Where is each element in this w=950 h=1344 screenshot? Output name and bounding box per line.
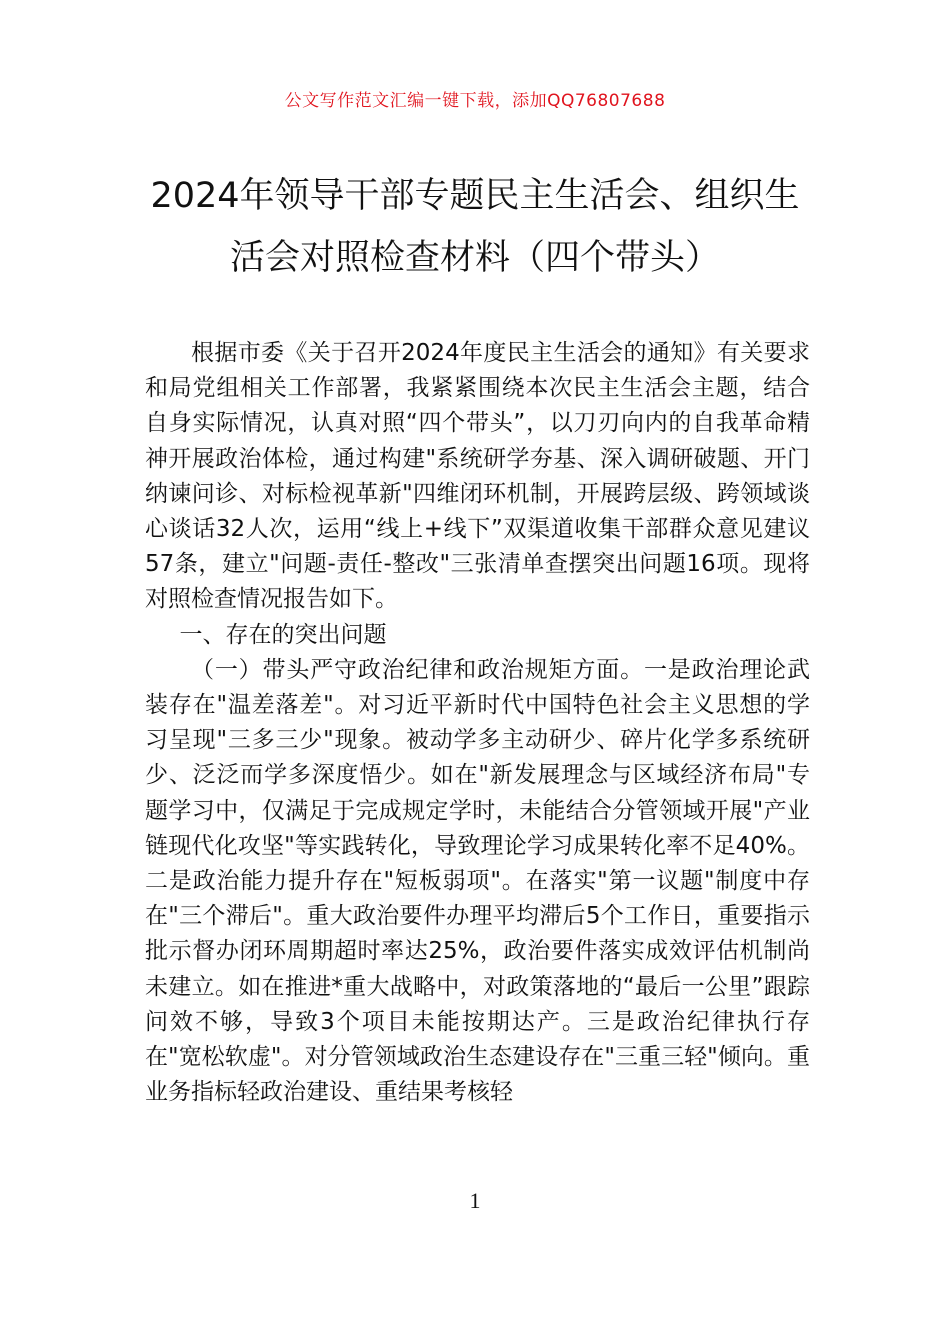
title-line-2: 活会对照检查材料（四个带头） [229, 238, 720, 278]
page-number: 1 [469, 1188, 481, 1213]
intro-paragraph: 根据市委《关于召开2024年度民主生活会的通知》有关要求和局党组相关工作部署，我紧紧围绕本次民主生活会主题，结合自身实际情况，认真对照“四个带头”，以刀刃向内的自我革命精神开展政治体检，通过构建"系统研学夯基、深入调研破题、开门纳谏问诊、对标检视革新"四维闭环机制，开展跨层级、跨领域谈心谈话32人次，运用“线上+线下”双渠道收集干部群众意见建议57条，建立"问题-责任-整改"三张清单查摆突出问题16项。现将对照检查情况报告如下。 [145, 340, 810, 613]
section-heading: 一、存在的突出问题 [179, 621, 387, 648]
document-title [130, 170, 820, 284]
title-line-1: 2024年领导干部专题民主生活会、组织生 [150, 176, 800, 216]
promo-banner[interactable]: 公文写作范文汇编一键下载，添加QQ76807688 [284, 91, 666, 111]
subsection-paragraph: （一）带头严守政治纪律和政治规矩方面。一是政治理论武装存在"温差落差"。对习近平新时代中国特色社会主义思想的学习呈现"三多三少"现象。被动学多主动研少、碎片化学多系统研少、泛泛而学多深度悟少。如在"新发展理念与区域经济布局"专题学习中，仅满足于完成规定学时，未能结合分管领域开展"产业链现代化攻坚"等实践转化，导致理论学习成果转化率不足40%。二是政治能力提升存在"短板弱项"。在落实"第一议题"制度中存在"三个滞后"。重大政治要件办理平均滞后5个工作日，重要指示批示督办闭环周期超时率达25%，政治要件落实成效评估机制尚未建立。如在推进*重大战略中，对政策落地的“最后一公里”跟踪问效不够，导致3个项目未能按期达产。三是政治纪律执行存在"宽松软虚"。对分管领域政治生态建设存在"三重三轻"倾向。重业务指标轻政治建设、重结果考核轻 [145, 656, 810, 1106]
document-body [145, 336, 810, 1110]
